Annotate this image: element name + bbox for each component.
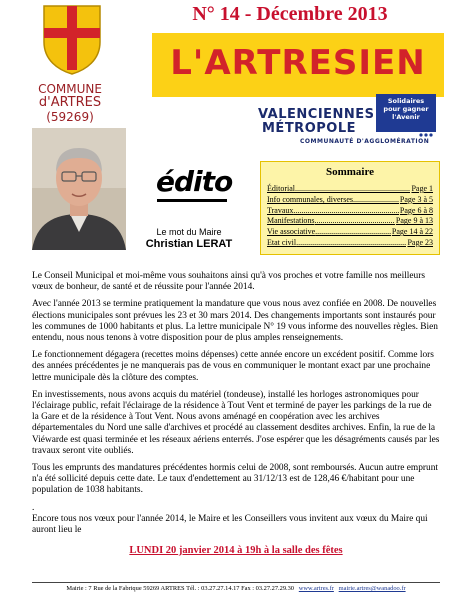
toc-leader bbox=[296, 238, 406, 249]
paragraph-elections: Avec l'année 2013 se termine pratiquement la mandature que vous nous avez confiée en 2008. De nouvelles élections municipales sont prévues les 23 et 30 mars 2014. Des changements importants sont instaurés pour les communes de 1000 habitants et plus. La lettre municipale N° 19 vous informe des nouvelles règles. Bien entendu, nous nous tenons à votre disposition pour de plus amples renseignements. bbox=[32, 299, 438, 344]
paragraph-greetings: Le Conseil Municipal et moi-même vous souhaitons ainsi qu'à vos proches et votre famille nos meilleurs vœux de bonheur, de santé et de réussite pour l'année 2014. bbox=[32, 271, 426, 293]
toc-item bbox=[267, 184, 433, 195]
toc-topic: Vie associative bbox=[267, 227, 316, 237]
toc-leader bbox=[293, 206, 399, 217]
toc-topic: Info communales, diverses bbox=[267, 194, 353, 204]
partner-logo-line2: MÉTROPOLE bbox=[262, 121, 356, 136]
toc-item bbox=[267, 195, 433, 206]
toc-topic: Etat civil bbox=[267, 237, 297, 247]
mayor-photo bbox=[32, 128, 126, 250]
commune-line2: d'ARTRES bbox=[38, 95, 102, 110]
toc-pages: Page 6 à 8 bbox=[399, 205, 433, 215]
toc-topic: Éditorial bbox=[267, 184, 295, 193]
toc-item bbox=[267, 206, 433, 217]
toc-pages: Page 23 bbox=[407, 237, 433, 247]
toc-pages: Page 1 bbox=[411, 184, 433, 193]
partner-logo-line3: COMMUNAUTÉ D'AGGLOMÉRATION bbox=[300, 138, 430, 145]
paragraph-budget: Le fonctionnement dégagera (recettes moins dépenses) cette année encore un excédent positif. Comme lors des années précédentes je ne manquerais pas de vous en communiquer le montant exact par une prochaine lettre municipale dès la clôture des comptes. bbox=[32, 350, 434, 383]
toc-item bbox=[267, 238, 433, 249]
edito-underline bbox=[157, 199, 227, 202]
partner-logo-line1: VALENCIENNES bbox=[258, 107, 375, 122]
toc-leader bbox=[315, 216, 395, 227]
mayor-caption: Le mot du Maire bbox=[156, 227, 222, 237]
toc-pages: Page 14 à 22 bbox=[391, 227, 433, 237]
toc-pages: Page 9 à 13 bbox=[395, 216, 433, 226]
paragraph-spacer: . bbox=[32, 502, 35, 513]
footer-email-link[interactable]: mairie.artres@wanadoo.fr bbox=[338, 585, 406, 592]
issue-number: N° 14 - Décembre 2013 bbox=[192, 3, 388, 25]
event-announcement: LUNDI 20 janvier 2014 à 19h à la salle des fêtes bbox=[129, 545, 343, 556]
masthead-banner bbox=[152, 33, 444, 97]
toc-title: Sommaire bbox=[325, 166, 375, 178]
footer bbox=[32, 585, 440, 592]
coat-of-arms-icon bbox=[40, 4, 104, 76]
newsletter-title: L'ARTRESIEN bbox=[170, 43, 426, 83]
paragraph-investments: En investissements, nous avons acquis du matériel (tondeuse), installé les horloges astronomiques pour l'éclairage public, refait l'éclairage de la résidence à Tout Vent et terminé de payer les parkings de la rue de la Gare et de la résidence à Tout Vent. Nous avons aménagé en coopération avec les archives départementales du Nord une salle d'archives et procédé au classement desdites archives. Enfin, la rue de la Viéwarde est quasi terminée et les réseaux aériens enterrés. J'ose espérer que les désagréments causés par les travaux seront vite oubliés. bbox=[32, 389, 440, 456]
toc-list bbox=[267, 184, 433, 249]
partner-logo-badge bbox=[376, 94, 436, 132]
paragraph-invitation: Encore tous nos vœux pour l'année 2014, le Maire et les Conseillers vous invitent aux vœux du Maire qui auront lieu le bbox=[32, 513, 428, 536]
partner-logo-slogan: Solidaires pour gagner l'Avenir bbox=[383, 97, 429, 121]
table-of-contents bbox=[260, 161, 440, 255]
footer-address: Mairie : 7 Rue de la Fabrique 59269 ARTRES Tél. : 03.27.27.14.17 Fax : 03.27.27.29.30 bbox=[66, 585, 294, 592]
commune-line1: COMMUNE bbox=[38, 82, 102, 96]
toc-leader bbox=[295, 184, 410, 195]
commune-name bbox=[22, 82, 118, 124]
toc-leader bbox=[315, 227, 391, 238]
footer-website-link[interactable]: www.artres.fr bbox=[298, 585, 334, 592]
footer-divider bbox=[32, 582, 440, 583]
toc-item bbox=[267, 216, 433, 227]
toc-topic: Manifestations bbox=[267, 216, 315, 226]
mayor-name: Christian LERAT bbox=[145, 238, 233, 250]
toc-topic: Travaux bbox=[267, 205, 294, 215]
editorial-body bbox=[32, 271, 440, 542]
toc-pages: Page 3 à 5 bbox=[399, 194, 433, 204]
commune-postcode: (59269) bbox=[46, 110, 94, 124]
toc-item bbox=[267, 227, 433, 238]
paragraph-loans: Tous les emprunts des mandatures précédentes hormis celui de 2008, sont remboursés. Aucun autre emprunt n'a été sollicité depuis cette date. Le taux d'endettement au 31/12/13 est de 128,46 €/habitant pour une population de 1038 habitants. bbox=[32, 463, 439, 496]
toc-leader bbox=[353, 195, 399, 206]
logo-dots-icon bbox=[419, 133, 433, 137]
edito-heading: édito bbox=[156, 165, 233, 198]
